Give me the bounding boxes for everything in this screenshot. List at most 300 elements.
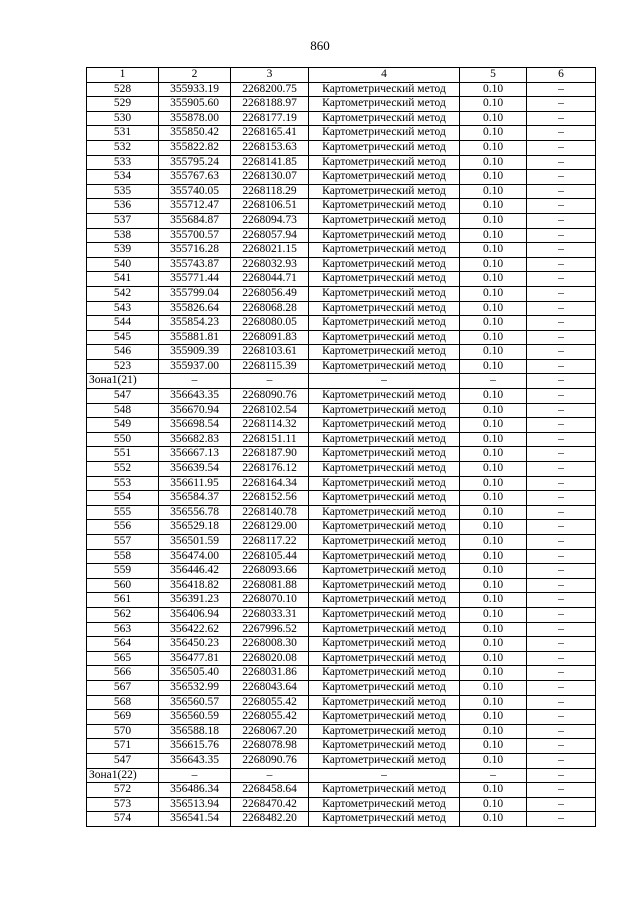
table-cell: 355684.87 — [159, 213, 231, 228]
table-cell: 0.10 — [460, 432, 527, 447]
table-cell: – — [527, 476, 596, 491]
table-cell: – — [527, 520, 596, 535]
table-cell: – — [460, 768, 527, 783]
table-cell: 0.10 — [460, 520, 527, 535]
table-cell: Картометрический метод — [309, 505, 460, 520]
table-cell: – — [527, 97, 596, 112]
table-cell: Картометрический метод — [309, 126, 460, 141]
table-row — [87, 753, 596, 768]
table-cell: Картометрический метод — [309, 213, 460, 228]
column-header: 5 — [460, 68, 527, 83]
table-cell: – — [527, 184, 596, 199]
table-cell: 356584.37 — [159, 491, 231, 506]
table-row — [87, 447, 596, 462]
table-cell: – — [527, 140, 596, 155]
table-cell: 356611.95 — [159, 476, 231, 491]
table-cell: – — [309, 374, 460, 389]
table-cell: Картометрический метод — [309, 170, 460, 185]
table-row — [87, 637, 596, 652]
table-row — [87, 476, 596, 491]
table-cell: Картометрический метод — [309, 724, 460, 739]
table-row — [87, 418, 596, 433]
table-row — [87, 155, 596, 170]
table-cell: 355933.19 — [159, 82, 231, 97]
table-row — [87, 724, 596, 739]
table-cell: 355850.42 — [159, 126, 231, 141]
table-cell: 0.10 — [460, 680, 527, 695]
table-cell: 547 — [87, 389, 159, 404]
table-cell: 2268090.76 — [231, 753, 309, 768]
table-cell: – — [527, 111, 596, 126]
table-cell: 562 — [87, 607, 159, 622]
table-cell: 356529.18 — [159, 520, 231, 535]
table-cell: Зона1(22) — [87, 768, 159, 783]
table-row — [87, 301, 596, 316]
table-row — [87, 593, 596, 608]
table-cell: 551 — [87, 447, 159, 462]
table-cell: 0.10 — [460, 184, 527, 199]
table-cell: 356639.54 — [159, 462, 231, 477]
table-cell: 2268055.42 — [231, 710, 309, 725]
table-cell: 555 — [87, 505, 159, 520]
table-cell: 2268103.61 — [231, 345, 309, 360]
table-cell: 541 — [87, 272, 159, 287]
table-cell: Картометрический метод — [309, 622, 460, 637]
table-cell: Картометрический метод — [309, 564, 460, 579]
table-cell: 356486.34 — [159, 783, 231, 798]
table-cell: Картометрический метод — [309, 637, 460, 652]
table-cell: – — [527, 418, 596, 433]
table-cell: 2268021.15 — [231, 243, 309, 258]
table-cell: Картометрический метод — [309, 389, 460, 404]
table-cell: 534 — [87, 170, 159, 185]
table-cell: Картометрический метод — [309, 257, 460, 272]
table-row — [87, 345, 596, 360]
table-cell: 569 — [87, 710, 159, 725]
table-row — [87, 374, 596, 389]
table-cell: – — [159, 768, 231, 783]
table-cell: 0.10 — [460, 622, 527, 637]
table-cell: 571 — [87, 739, 159, 754]
table-cell: 0.10 — [460, 724, 527, 739]
table-row — [87, 680, 596, 695]
table-cell: 355854.23 — [159, 316, 231, 331]
table-cell: Картометрический метод — [309, 82, 460, 97]
table-row — [87, 739, 596, 754]
table-cell: 533 — [87, 155, 159, 170]
table-cell: – — [527, 812, 596, 827]
table-cell: 2268141.85 — [231, 155, 309, 170]
column-header: 3 — [231, 68, 309, 83]
table-cell: – — [527, 535, 596, 550]
table-cell: 2268068.28 — [231, 301, 309, 316]
table-cell: Картометрический метод — [309, 111, 460, 126]
table-cell: Картометрический метод — [309, 695, 460, 710]
table-cell: 2268043.64 — [231, 680, 309, 695]
table-cell: 2268091.83 — [231, 330, 309, 345]
table-cell: Картометрический метод — [309, 155, 460, 170]
table-cell: – — [527, 301, 596, 316]
table-body — [87, 82, 596, 826]
table-cell: 355799.04 — [159, 286, 231, 301]
table-cell: 2268102.54 — [231, 403, 309, 418]
table-cell: 355712.47 — [159, 199, 231, 214]
table-header-row — [87, 68, 596, 83]
table-cell: – — [527, 666, 596, 681]
table-cell: Картометрический метод — [309, 199, 460, 214]
table-cell: – — [460, 374, 527, 389]
table-cell: 2268482.20 — [231, 812, 309, 827]
table-row — [87, 812, 596, 827]
table-cell: 572 — [87, 783, 159, 798]
table-cell: 550 — [87, 432, 159, 447]
table-cell: 549 — [87, 418, 159, 433]
table-cell: 2268140.78 — [231, 505, 309, 520]
table-cell: 561 — [87, 593, 159, 608]
table-cell: 356560.59 — [159, 710, 231, 725]
table-cell: 553 — [87, 476, 159, 491]
table-cell: 2268458.64 — [231, 783, 309, 798]
table-cell: Картометрический метод — [309, 739, 460, 754]
table-cell: 356588.18 — [159, 724, 231, 739]
table-row — [87, 286, 596, 301]
table-cell: 2268105.44 — [231, 549, 309, 564]
table-row — [87, 184, 596, 199]
coordinates-table — [86, 67, 596, 827]
table-cell: Картометрический метод — [309, 228, 460, 243]
table-row — [87, 389, 596, 404]
table-cell: 356406.94 — [159, 607, 231, 622]
table-cell: 0.10 — [460, 301, 527, 316]
table-cell: 546 — [87, 345, 159, 360]
table-cell: – — [527, 389, 596, 404]
table-cell: 356532.99 — [159, 680, 231, 695]
table-cell: Картометрический метод — [309, 491, 460, 506]
table-cell: 355937.00 — [159, 359, 231, 374]
table-cell: 356643.35 — [159, 753, 231, 768]
table-cell: 565 — [87, 651, 159, 666]
table-cell: 355771.44 — [159, 272, 231, 287]
table-cell: – — [527, 622, 596, 637]
table-cell: 355716.28 — [159, 243, 231, 258]
table-cell: 0.10 — [460, 82, 527, 97]
table-cell: 355700.57 — [159, 228, 231, 243]
table-cell: – — [527, 403, 596, 418]
table-cell: 563 — [87, 622, 159, 637]
table-cell: 0.10 — [460, 783, 527, 798]
table-cell: 2268117.22 — [231, 535, 309, 550]
table-cell: – — [527, 228, 596, 243]
table-cell: 356501.59 — [159, 535, 231, 550]
table-row — [87, 199, 596, 214]
table-cell: 531 — [87, 126, 159, 141]
table-cell: 2268165.41 — [231, 126, 309, 141]
table-cell: 356422.62 — [159, 622, 231, 637]
table-cell: – — [231, 768, 309, 783]
table-cell: Картометрический метод — [309, 345, 460, 360]
table-cell: 0.10 — [460, 257, 527, 272]
table-cell: – — [527, 710, 596, 725]
table-cell: 0.10 — [460, 593, 527, 608]
table-cell: Картометрический метод — [309, 578, 460, 593]
table-cell: 0.10 — [460, 462, 527, 477]
table-cell: Картометрический метод — [309, 535, 460, 550]
table-cell: 355881.81 — [159, 330, 231, 345]
table-cell: 574 — [87, 812, 159, 827]
table-cell: 0.10 — [460, 359, 527, 374]
table-cell: 0.10 — [460, 97, 527, 112]
table-cell: Картометрический метод — [309, 243, 460, 258]
table-cell: 568 — [87, 695, 159, 710]
table-cell: 542 — [87, 286, 159, 301]
table-cell: 0.10 — [460, 140, 527, 155]
table-cell: 356446.42 — [159, 564, 231, 579]
table-cell: 2268031.86 — [231, 666, 309, 681]
table-cell: Картометрический метод — [309, 316, 460, 331]
table-cell: Картометрический метод — [309, 462, 460, 477]
table-cell: 2268118.29 — [231, 184, 309, 199]
table-cell: 356667.13 — [159, 447, 231, 462]
table-row — [87, 783, 596, 798]
table-cell: 552 — [87, 462, 159, 477]
table-cell: – — [527, 243, 596, 258]
table-cell: 356450.23 — [159, 637, 231, 652]
table-cell: 535 — [87, 184, 159, 199]
table-cell: Картометрический метод — [309, 403, 460, 418]
table-cell: Картометрический метод — [309, 783, 460, 798]
table-cell: Картометрический метод — [309, 797, 460, 812]
table-cell: – — [527, 359, 596, 374]
table-cell: 0.10 — [460, 228, 527, 243]
table-cell: – — [527, 695, 596, 710]
table-cell: 0.10 — [460, 111, 527, 126]
table-cell: 2268151.11 — [231, 432, 309, 447]
table-cell: 538 — [87, 228, 159, 243]
table-cell: – — [527, 155, 596, 170]
table-cell: 2268067.20 — [231, 724, 309, 739]
table-cell: – — [231, 374, 309, 389]
table-row — [87, 797, 596, 812]
table-cell: Картометрический метод — [309, 680, 460, 695]
table-cell: – — [527, 345, 596, 360]
table-cell: – — [527, 272, 596, 287]
table-cell: 2268090.76 — [231, 389, 309, 404]
table-cell: 0.10 — [460, 651, 527, 666]
table-row — [87, 622, 596, 637]
table-cell: 540 — [87, 257, 159, 272]
table-cell: 2268187.90 — [231, 447, 309, 462]
table-cell: 2268020.08 — [231, 651, 309, 666]
table-cell: – — [527, 783, 596, 798]
table-cell: 567 — [87, 680, 159, 695]
table-cell: – — [527, 593, 596, 608]
table-cell: 355767.63 — [159, 170, 231, 185]
table-cell: – — [309, 768, 460, 783]
table-cell: 2268008.30 — [231, 637, 309, 652]
table-cell: 355740.05 — [159, 184, 231, 199]
table-row — [87, 213, 596, 228]
table-cell: 2268078.98 — [231, 739, 309, 754]
table-cell: – — [527, 447, 596, 462]
table-cell: 566 — [87, 666, 159, 681]
table-cell: – — [527, 257, 596, 272]
table-cell: Картометрический метод — [309, 418, 460, 433]
table-cell: – — [527, 491, 596, 506]
table-row — [87, 140, 596, 155]
table-row — [87, 126, 596, 141]
table-cell: 0.10 — [460, 578, 527, 593]
table-cell: 0.10 — [460, 637, 527, 652]
table-cell: Картометрический метод — [309, 330, 460, 345]
table-cell: 532 — [87, 140, 159, 155]
table-cell: 557 — [87, 535, 159, 550]
table-cell: Картометрический метод — [309, 97, 460, 112]
table-cell: 564 — [87, 637, 159, 652]
table-cell: 356670.94 — [159, 403, 231, 418]
table-cell: Картометрический метод — [309, 476, 460, 491]
table-cell: 2268044.71 — [231, 272, 309, 287]
table-cell: 2268152.56 — [231, 491, 309, 506]
table-cell: 0.10 — [460, 564, 527, 579]
table-cell: 356505.40 — [159, 666, 231, 681]
table-cell: 0.10 — [460, 418, 527, 433]
table-cell: 548 — [87, 403, 159, 418]
table-row — [87, 403, 596, 418]
table-row — [87, 316, 596, 331]
table-cell: Зона1(21) — [87, 374, 159, 389]
table-cell: – — [527, 286, 596, 301]
table-cell: 560 — [87, 578, 159, 593]
column-header: 1 — [87, 68, 159, 83]
table-row — [87, 97, 596, 112]
table-cell: 2268033.31 — [231, 607, 309, 622]
table-cell: 0.10 — [460, 812, 527, 827]
table-cell: 0.10 — [460, 476, 527, 491]
table-cell: 0.10 — [460, 666, 527, 681]
table-cell: 2268470.42 — [231, 797, 309, 812]
table-row — [87, 432, 596, 447]
table-cell: 2268093.66 — [231, 564, 309, 579]
table-cell: – — [527, 637, 596, 652]
table-cell: 356556.78 — [159, 505, 231, 520]
table-cell: 356513.94 — [159, 797, 231, 812]
table-cell: Картометрический метод — [309, 447, 460, 462]
table-row — [87, 695, 596, 710]
table-cell: – — [527, 82, 596, 97]
table-cell: Картометрический метод — [309, 140, 460, 155]
table-cell: Картометрический метод — [309, 549, 460, 564]
table-cell: – — [527, 462, 596, 477]
table-row — [87, 462, 596, 477]
table-cell: 0.10 — [460, 330, 527, 345]
table-cell: – — [527, 797, 596, 812]
table-cell: Картометрический метод — [309, 286, 460, 301]
table-cell: – — [527, 316, 596, 331]
table-cell: 2268070.10 — [231, 593, 309, 608]
table-cell: 2268114.32 — [231, 418, 309, 433]
table-cell: 356541.54 — [159, 812, 231, 827]
table-row — [87, 520, 596, 535]
table-cell: – — [527, 724, 596, 739]
table-cell: Картометрический метод — [309, 651, 460, 666]
table-cell: 355822.82 — [159, 140, 231, 155]
table-cell: – — [527, 739, 596, 754]
table-cell: Картометрический метод — [309, 812, 460, 827]
table-cell: 547 — [87, 753, 159, 768]
table-cell: – — [527, 607, 596, 622]
table-cell: 356682.83 — [159, 432, 231, 447]
table-cell: Картометрический метод — [309, 301, 460, 316]
table-cell: – — [527, 549, 596, 564]
table-cell: 0.10 — [460, 607, 527, 622]
table-cell: – — [527, 199, 596, 214]
table-cell: Картометрический метод — [309, 359, 460, 374]
table-cell: – — [527, 753, 596, 768]
table-cell: 545 — [87, 330, 159, 345]
table-cell: 356474.00 — [159, 549, 231, 564]
table-cell: – — [527, 651, 596, 666]
table-cell: 2268094.73 — [231, 213, 309, 228]
table-cell: – — [527, 374, 596, 389]
table-cell: 2268176.12 — [231, 462, 309, 477]
table-row — [87, 170, 596, 185]
table-cell: 355878.00 — [159, 111, 231, 126]
table-cell: 2268056.49 — [231, 286, 309, 301]
table-cell: 0.10 — [460, 243, 527, 258]
table-cell: 537 — [87, 213, 159, 228]
table-row — [87, 272, 596, 287]
table-cell: 0.10 — [460, 126, 527, 141]
table-cell: 0.10 — [460, 739, 527, 754]
table-cell: – — [527, 768, 596, 783]
table-cell: 530 — [87, 111, 159, 126]
table-cell: 523 — [87, 359, 159, 374]
table-cell: 0.10 — [460, 170, 527, 185]
table-row — [87, 505, 596, 520]
table-cell: 0.10 — [460, 286, 527, 301]
table-cell: 2268200.75 — [231, 82, 309, 97]
column-header: 4 — [309, 68, 460, 83]
table-row — [87, 257, 596, 272]
table-cell: – — [527, 680, 596, 695]
table-cell: 2268106.51 — [231, 199, 309, 214]
table-cell: 529 — [87, 97, 159, 112]
table-row — [87, 549, 596, 564]
table-cell: – — [527, 213, 596, 228]
table-row — [87, 710, 596, 725]
table-cell: 2268153.63 — [231, 140, 309, 155]
table-cell: 0.10 — [460, 549, 527, 564]
table-cell: – — [527, 170, 596, 185]
table-row — [87, 228, 596, 243]
table-cell: 2268080.05 — [231, 316, 309, 331]
table-row — [87, 359, 596, 374]
table-cell: 0.10 — [460, 345, 527, 360]
column-header: 6 — [527, 68, 596, 83]
table-cell: 559 — [87, 564, 159, 579]
table-cell: 0.10 — [460, 199, 527, 214]
table-cell: Картометрический метод — [309, 607, 460, 622]
table-cell: 355795.24 — [159, 155, 231, 170]
table-cell: Картометрический метод — [309, 666, 460, 681]
table-cell: 355743.87 — [159, 257, 231, 272]
table-cell: – — [159, 374, 231, 389]
table-cell: Картометрический метод — [309, 432, 460, 447]
table-cell: – — [527, 126, 596, 141]
table-cell: 355826.64 — [159, 301, 231, 316]
table-cell: 2268055.42 — [231, 695, 309, 710]
table-cell: Картометрический метод — [309, 593, 460, 608]
